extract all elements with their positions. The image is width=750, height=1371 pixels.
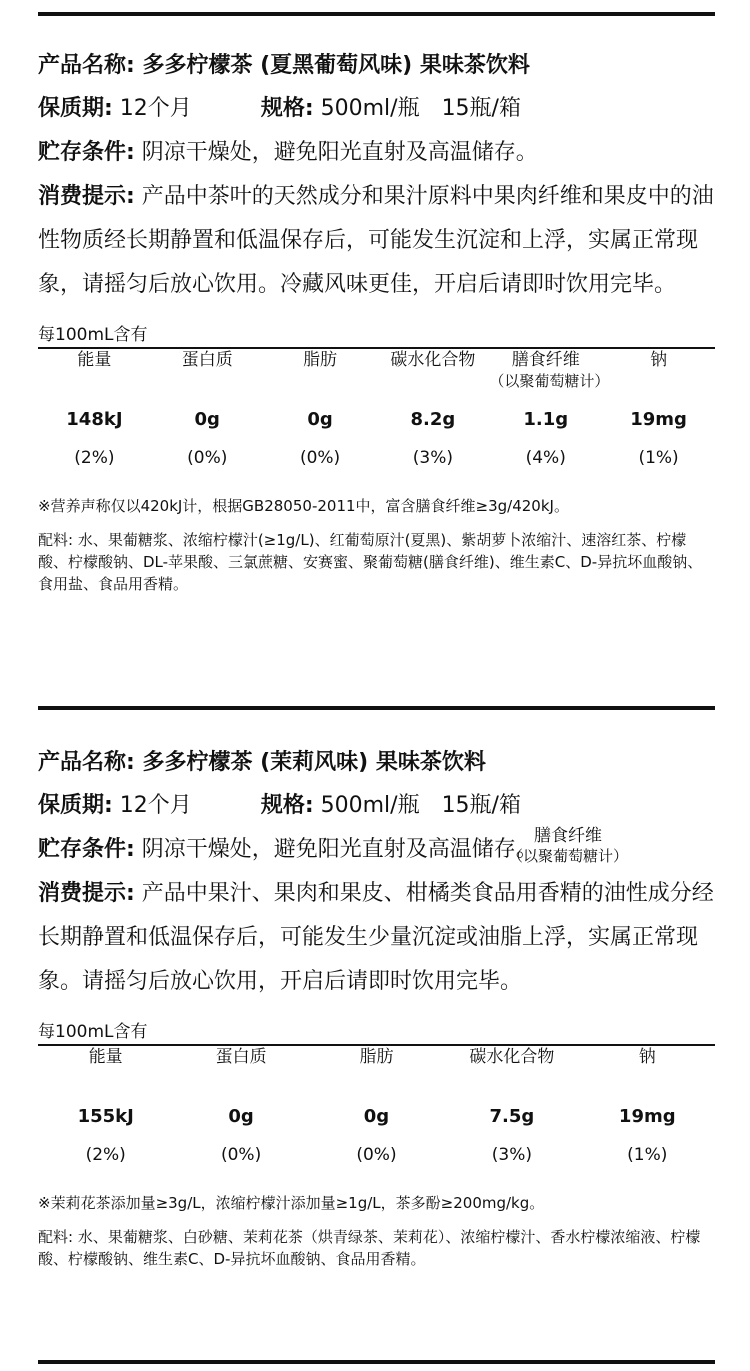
product1-value: 0g	[307, 409, 333, 430]
product1-name: 产品名称: 多多柠檬茶 (夏黑葡萄风味) 果味茶饮料	[38, 53, 530, 78]
product1-header-row	[38, 349, 715, 401]
stray-fiber-label	[508, 826, 628, 866]
product2-percent: (0%)	[220, 1145, 262, 1165]
product1-nutrition-table	[38, 349, 715, 477]
product1-percent: (3%)	[412, 448, 454, 468]
product2-storage-value: 阴凉干燥处，避免阳光直射及高温储存。	[134, 837, 538, 862]
product1-percent: (1%)	[638, 448, 679, 468]
product2-note: ※茉莉花茶添加量≥3g/L，浓缩柠檬汁添加量≥1g/L，茶多酚≥200mg/kg。	[38, 1194, 545, 1212]
product1-percent: (0%)	[299, 448, 341, 468]
bottom-rule	[38, 1360, 715, 1364]
product1-value: 148kJ	[66, 409, 123, 430]
product1-header-fiber	[489, 349, 610, 401]
product2-value: 155kJ	[77, 1106, 134, 1127]
product1-header: 蛋白质	[181, 350, 233, 370]
stray-fiber-label-sub: （以聚葡萄糖计）	[508, 847, 629, 865]
product1-percent: (4%)	[525, 448, 566, 468]
product1-header: 钠	[650, 350, 668, 370]
product2-header: 脂肪	[359, 1047, 394, 1067]
product1-percent: (2%)	[74, 448, 115, 468]
product1-value: 0g	[194, 409, 220, 430]
product2-percent: (2%)	[85, 1145, 126, 1165]
product1-header: 脂肪	[303, 350, 338, 370]
product2-value: 19mg	[618, 1106, 676, 1127]
product2-percent-row	[38, 1136, 715, 1174]
product2-spec	[261, 784, 521, 828]
product2-header-row	[38, 1046, 715, 1098]
product2-header: 钠	[638, 1047, 656, 1067]
product1-section	[38, 45, 715, 595]
product1-value: 8.2g	[410, 409, 456, 430]
product2-percent: (0%)	[356, 1145, 397, 1165]
product1-storage-label: 贮存条件:	[38, 140, 135, 165]
product2-per100: 每100mL含有	[38, 1022, 148, 1042]
product1-value: 1.1g	[523, 409, 569, 430]
product2-tip-value: 产品中果汁、果肉和果皮、柑橘类食品用香精的油性成分经长期静置和低温保存后，可能发生少量沉淀或油脂上浮，实属正常现象。请摇匀后放心饮用，开启后请即时饮用完毕。	[38, 881, 714, 994]
product1-tip-label: 消费提示:	[38, 184, 135, 209]
product1-ingredients: 配料: 水、果葡糖浆、浓缩柠檬汁(≥1g/L)、红葡萄原汁(夏黑)、紫胡萝卜浓缩汁、速溶红茶、柠檬酸、柠檬酸钠、DL-苹果酸、三氯蔗糖、安赛蜜、聚葡萄糖(膳食纤维)、维生素C、D-异抗坏血酸钠、食用盐、食品用香精。	[38, 531, 703, 593]
product1-shelf-label: 保质期:	[38, 96, 113, 121]
product2-percent: (1%)	[627, 1145, 668, 1165]
product1-percent-row	[38, 439, 715, 477]
product2-header: 碳水化合物	[469, 1047, 555, 1067]
product2-spec-label: 规格:	[260, 793, 314, 818]
stray-fiber-label-text: 膳食纤维	[534, 826, 602, 846]
product1-per100: 每100mL含有	[38, 325, 148, 345]
product2-header: 蛋白质	[215, 1047, 267, 1067]
product1-spec	[261, 87, 521, 131]
product1-header: 膳食纤维	[511, 350, 580, 370]
product2-header: 能量	[88, 1047, 123, 1067]
middle-rule	[38, 706, 715, 710]
product2-value-row	[38, 1098, 715, 1136]
product2-storage-label: 贮存条件:	[38, 837, 135, 862]
product2-section	[38, 742, 715, 1270]
product2-spec-value: 500ml/瓶 15瓶/箱	[313, 793, 521, 818]
product2-tip	[38, 872, 715, 1004]
top-rule	[38, 12, 715, 16]
product2-value: 0g	[228, 1106, 254, 1127]
product2-ingredients: 配料: 水、果葡糖浆、白砂糖、茉莉花茶（烘青绿茶、茉莉花）、浓缩柠檬汁、香水柠檬浓缩液、柠檬酸、柠檬酸钠、维生素C、D-异抗坏血酸钠、食品用香精。	[38, 1228, 701, 1268]
product2-percent: (3%)	[491, 1145, 532, 1165]
product1-spec-label: 规格:	[260, 96, 314, 121]
product2-tip-label: 消费提示:	[38, 881, 135, 906]
product2-value: 0g	[363, 1106, 390, 1127]
product2-shelf-label: 保质期:	[38, 793, 113, 818]
product2-value: 7.5g	[489, 1106, 535, 1127]
product1-spec-value: 500ml/瓶 15瓶/箱	[313, 96, 521, 121]
product1-header: 碳水化合物	[390, 350, 476, 370]
product1-percent: (0%)	[187, 448, 228, 468]
product1-shelf-value: 12个月	[112, 96, 192, 121]
product2-nutrition-table	[38, 1046, 715, 1174]
product1-fiber-sub: （以聚葡萄糖计）	[489, 372, 610, 390]
product2-name: 产品名称: 多多柠檬茶 (茉莉风味) 果味茶饮料	[38, 750, 486, 775]
product1-header: 能量	[77, 350, 112, 370]
product1-note: ※营养声称仅以420kJ计，根据GB28050-2011中，富含膳食纤维≥3g/420kJ。	[38, 497, 569, 515]
product1-value: 19mg	[630, 409, 687, 430]
product1-storage-line	[38, 131, 715, 175]
product1-value-row	[38, 401, 715, 439]
product1-tip	[38, 175, 715, 307]
product1-storage-value: 阴凉干燥处，避免阳光直射及高温储存。	[134, 140, 538, 165]
product1-tip-value: 产品中茶叶的天然成分和果汁原料中果肉纤维和果皮中的油性物质经长期静置和低温保存后，可能发生沉淀和上浮，实属正常现象，请摇匀后放心饮用。冷藏风味更佳，开启后请即时饮用完毕。	[38, 184, 714, 297]
product1-shelf-spec-line	[38, 87, 715, 131]
product2-shelf-spec-line	[38, 784, 715, 828]
product2-shelf-value: 12个月	[112, 793, 192, 818]
